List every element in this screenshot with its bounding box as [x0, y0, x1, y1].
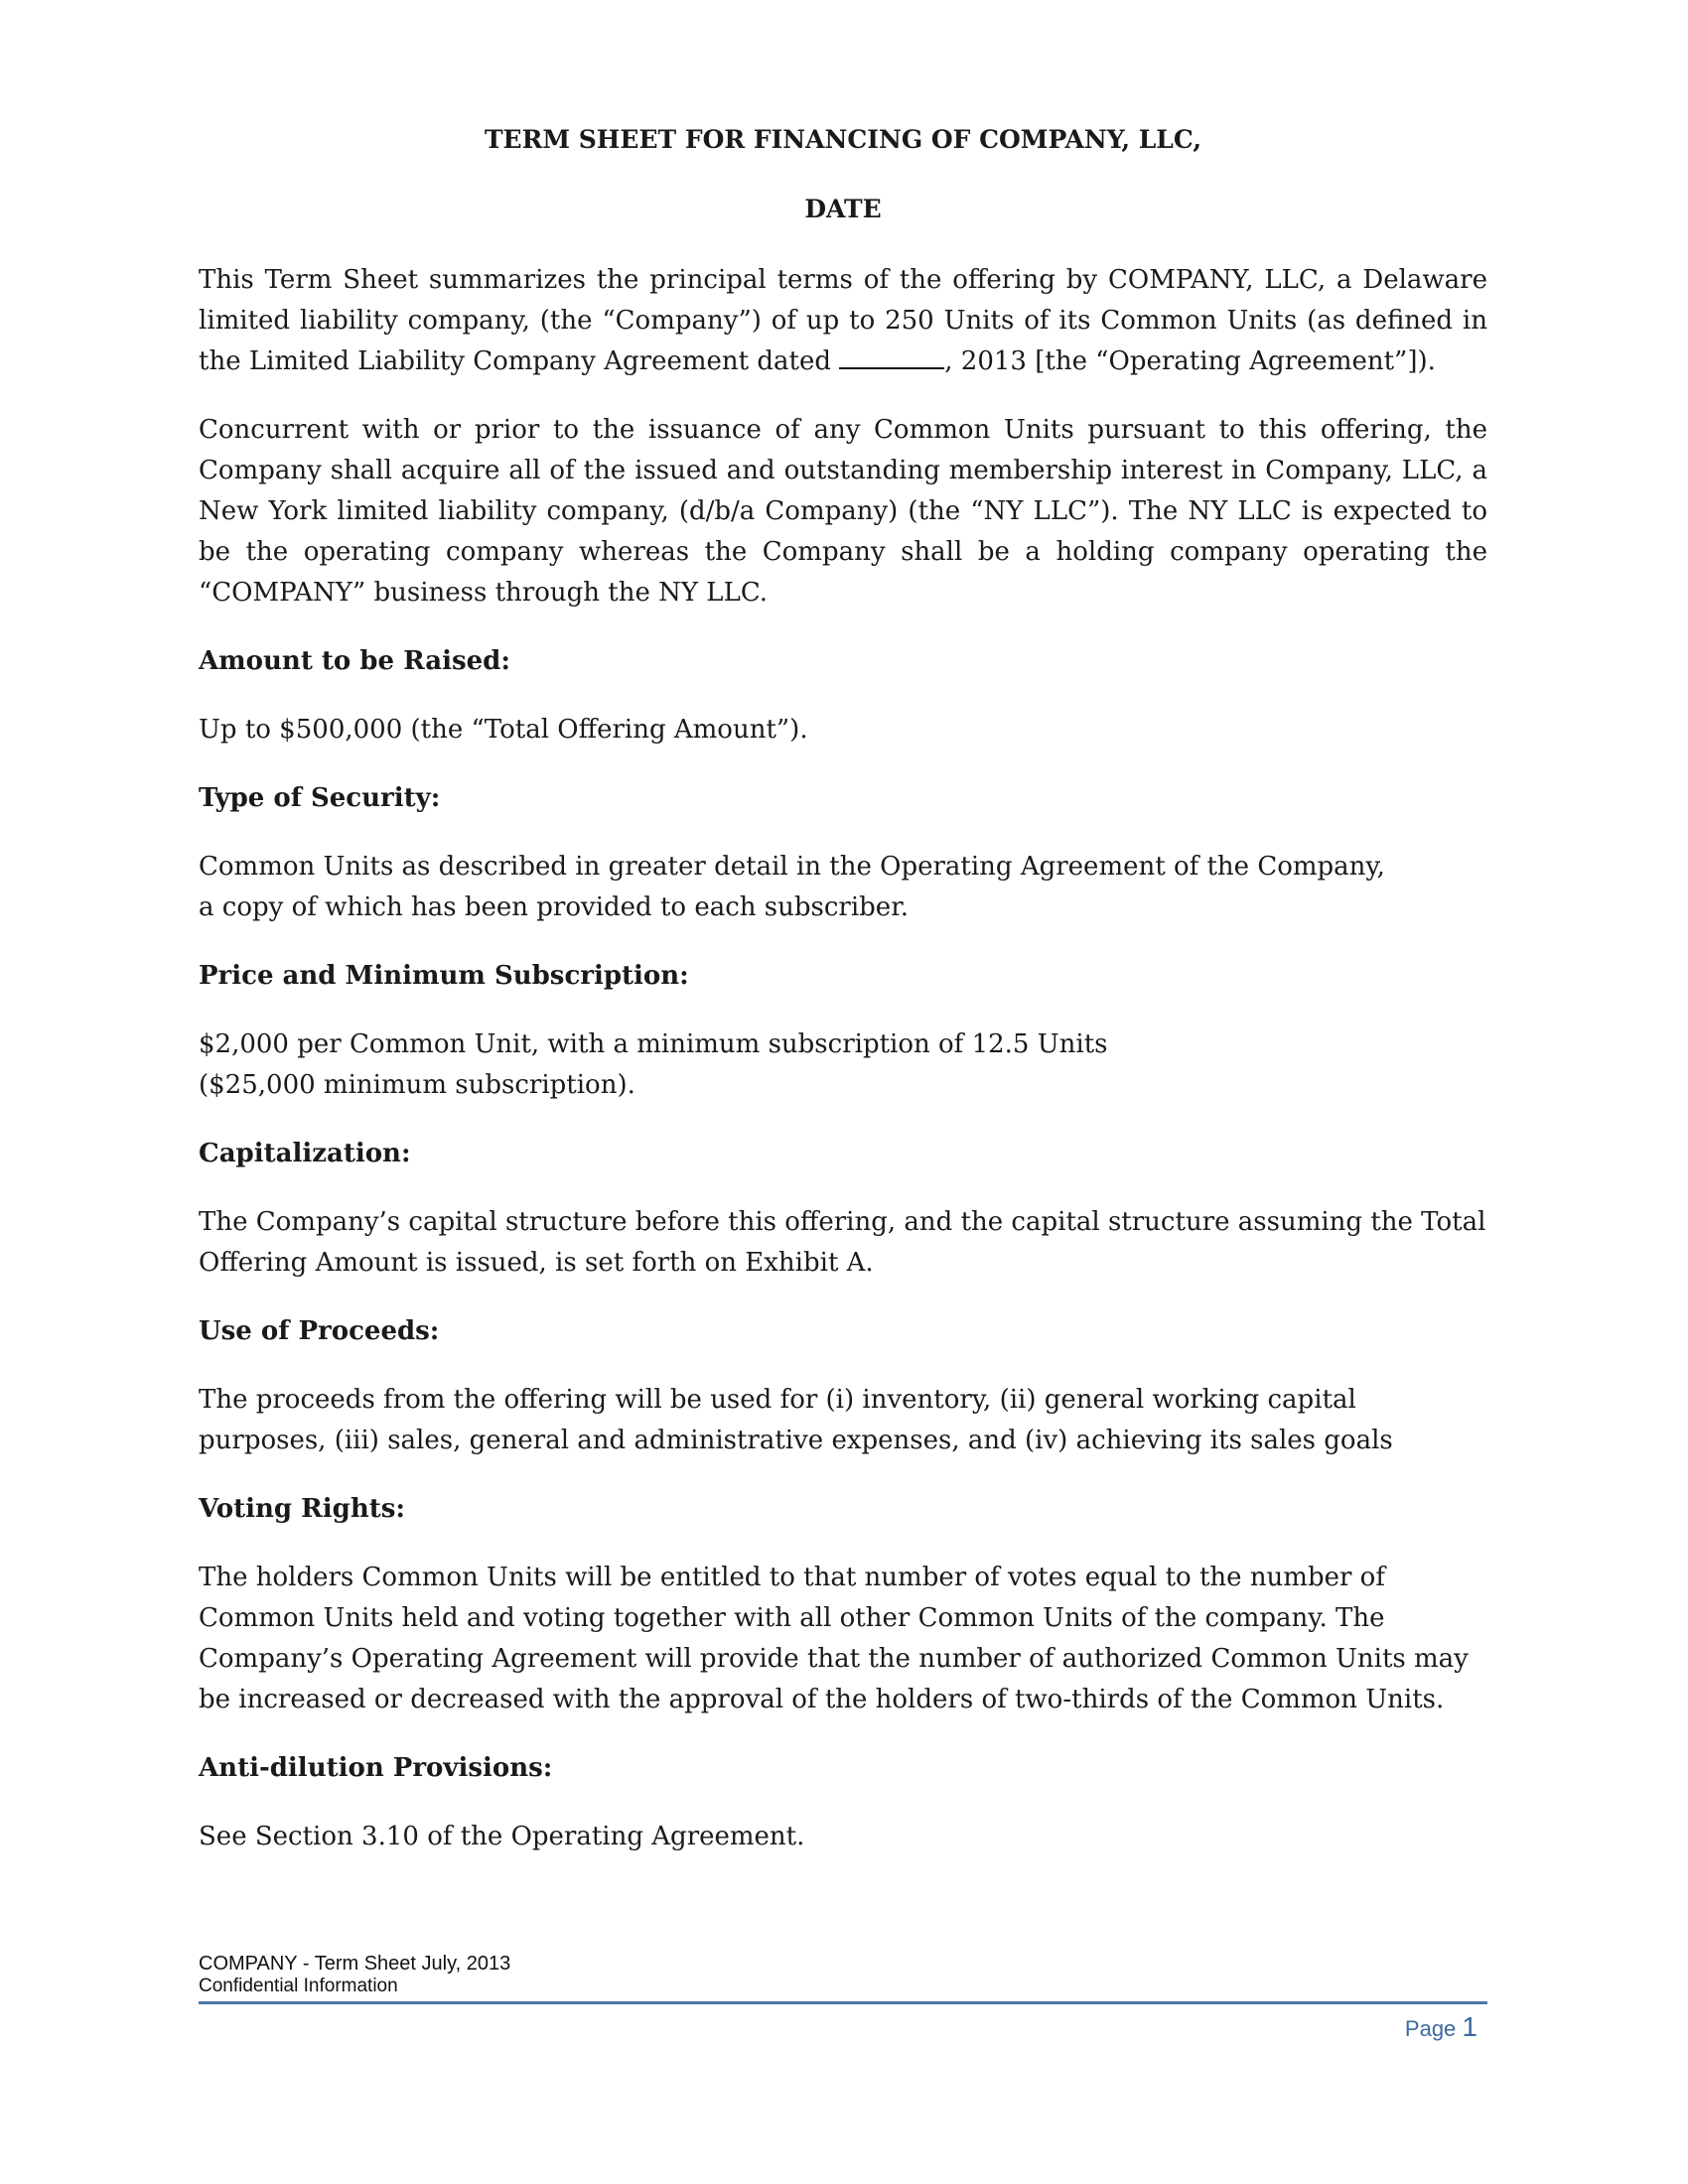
section-heading-anti-dilution: Anti-dilution Provisions: — [199, 1753, 553, 1783]
document-body — [199, 260, 1487, 1885]
section-text-use-of-proceeds: The proceeds from the offering will be used for (i) inventory, (ii) general working capital purposes, (iii) sales, general and administrative expenses, and (iv) achieving its sales goals — [199, 1385, 1393, 1455]
footer-document-name: COMPANY - Term Sheet July, 2013 — [199, 1953, 511, 1975]
document-title: TERM SHEET FOR FINANCING OF COMPANY, LLC, — [484, 125, 1202, 154]
section-heading-use-of-proceeds: Use of Proceeds: — [199, 1316, 440, 1346]
concurrent-paragraph: Concurrent with or prior to the issuance of any Common Units pursuant to this offering, the Company shall acquire all of the issued and outstanding membership interest in Company, LLC, a New York limited liability company, (d/b/a Company) (the “NY LLC”). The NY LLC is expected to be the operating company whereas the Company shall be a holding company operating the “COMPANY” business through the NY LLC. — [199, 415, 1487, 608]
section-text-amount: Up to $500,000 (the “Total Offering Amount”). — [199, 715, 808, 745]
intro-text-part2: , 2013 [the “Operating Agreement”]). — [944, 346, 1436, 376]
footer-confidential-label: Confidential Information — [199, 1976, 398, 1996]
section-heading-price: Price and Minimum Subscription: — [199, 961, 689, 991]
footer-divider — [199, 2001, 1487, 2004]
section-text-anti-dilution: See Section 3.10 of the Operating Agreement. — [199, 1822, 805, 1851]
page-label: Page — [1404, 2016, 1457, 2041]
section-heading-security-type: Type of Security: — [199, 783, 441, 813]
section-text-capitalization: The Company’s capital structure before this offering, and the capital structure assuming the Total Offering Amount is issued, is set forth on Exhibit A. — [199, 1207, 1486, 1278]
section-text-voting-rights: The holders Common Units will be entitled to that number of votes equal to the number of Common Units held and voting together with all other Common Units of the company. The Company’s Operating Agreement will provide that the number of authorized Common Units may be increased or decreased with the approval of the holders of two-thirds of the Common Units. — [199, 1563, 1469, 1714]
page-number: 1 — [1462, 2011, 1477, 2042]
section-heading-voting-rights: Voting Rights: — [199, 1494, 405, 1524]
intro-text-part1: This Term Sheet summarizes the principal terms of the offering by COMPANY, LLC, a Delaware limited liability company, (the “Company”) of up to 250 Units of its Common Units (as defined in the Limited Liability Company Agreement dated — [199, 265, 1487, 376]
intro-paragraph — [199, 260, 1487, 382]
section-heading-amount: Amount to be Raised: — [199, 646, 510, 676]
date-blank-line — [839, 345, 944, 369]
page-number-label — [1405, 2011, 1477, 2043]
section-text-security-type: Common Units as described in greater detail in the Operating Agreement of the Company, a copy of which has been provided to each subscriber. — [199, 852, 1385, 922]
section-heading-capitalization: Capitalization: — [199, 1139, 411, 1168]
page-footer — [199, 1952, 1487, 2042]
document-date-heading: DATE — [804, 195, 882, 223]
section-text-price: $2,000 per Common Unit, with a minimum subscription of 12.5 Units ($25,000 minimum subscription). — [199, 1029, 1108, 1100]
document-page — [199, 0, 1487, 2184]
